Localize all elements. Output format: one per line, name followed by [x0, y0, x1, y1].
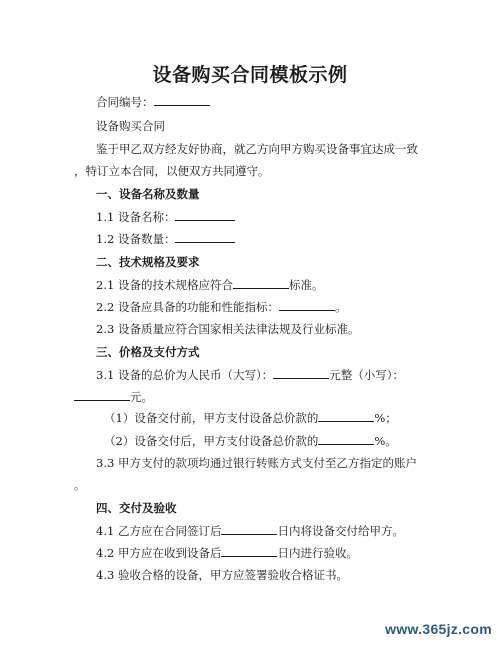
clause-3-2-2-text: （2）设备交付后，甲方支付设备总价款的: [104, 434, 319, 448]
clause-3-2-1-suffix: %；: [374, 411, 397, 425]
clause-1-1-blank: [175, 209, 235, 221]
clause-2-2-blank: [279, 299, 335, 311]
contract-number-blank: [154, 94, 210, 106]
clause-4-3: 4.3 验收合格的设备，甲方应签署验收合格证书。: [96, 568, 348, 582]
contract-number-line: [96, 94, 210, 110]
clause-1-2-text: 1.2 设备数量：: [96, 232, 176, 246]
clause-2-1-blank: [233, 277, 289, 289]
clause-2-2-suffix: 。: [334, 300, 347, 314]
clause-3-1-blank-words: [273, 367, 329, 379]
intro-paragraph-line-2: ，特订立本合同，以便双方共同遵守。: [74, 164, 270, 178]
section-2-heading: 二、技术规格及要求: [96, 255, 200, 269]
clause-3-3-continued: 。: [74, 478, 86, 492]
intro-paragraph-line-1: 鉴于甲乙双方经友好协商，就乙方向甲方购买设备事宜达成一致: [96, 142, 418, 156]
clause-1-1: [96, 209, 235, 225]
section-1-heading: 一、设备名称及数量: [96, 187, 200, 201]
clause-3-1: [96, 367, 404, 383]
clause-1-1-text: 1.1 设备名称：: [96, 210, 176, 224]
clause-2-2-text: 2.2 设备应具备的功能和性能指标：: [96, 300, 279, 314]
clause-3-1-middle: 元整（小写）：: [329, 368, 404, 382]
clause-3-2-2: [104, 433, 397, 449]
clause-2-1: [96, 277, 323, 293]
clause-4-2-suffix: 日内进行验收。: [277, 546, 358, 560]
clause-3-3: 3.3 甲方支付的款项均通过银行转账方式支付至乙方指定的账户: [96, 456, 417, 470]
clause-3-1-text: 3.1 设备的总价为人民币（大写）：: [96, 368, 274, 382]
site-watermark: www.365jz.com: [385, 621, 492, 637]
clause-4-2-blank: [221, 545, 277, 557]
clause-3-1-blank-figures: [74, 389, 130, 401]
clause-4-2-text: 4.2 甲方应在收到设备后: [96, 546, 222, 560]
clause-3-1-continued: [74, 389, 153, 405]
contract-number-label: 合同编号：: [96, 95, 154, 109]
clause-4-1-suffix: 日内将设备交付给甲方。: [277, 524, 404, 538]
section-3-heading: 三、价格及支付方式: [96, 345, 200, 359]
clause-3-2-2-blank: [318, 433, 374, 445]
clause-3-1-suffix: 元。: [130, 390, 153, 404]
clause-2-3: 2.3 设备质量应符合国家相关法律法规及行业标准。: [96, 322, 360, 336]
clause-1-2: [96, 231, 235, 247]
clause-4-1-blank: [221, 523, 277, 535]
clause-4-1-text: 4.1 乙方应在合同签订后: [96, 524, 222, 538]
clause-2-1-text: 2.1 设备的技术规格应符合: [96, 278, 233, 292]
section-4-heading: 四、交付及验收: [96, 501, 177, 515]
clause-3-2-1-blank: [318, 410, 374, 422]
clause-2-2: [96, 299, 346, 315]
clause-4-1: [96, 523, 404, 539]
clause-4-2: [96, 545, 358, 561]
document-title: 设备购买合同模板示例: [152, 64, 348, 86]
clause-2-1-suffix: 标准。: [288, 278, 324, 292]
clause-3-2-1: [104, 410, 397, 426]
clause-1-2-blank: [175, 231, 235, 243]
contract-subtitle: 设备购买合同: [96, 119, 165, 133]
clause-3-2-1-text: （1）设备交付前，甲方支付设备总价款的: [104, 411, 319, 425]
clause-3-2-2-suffix: %。: [374, 434, 397, 448]
